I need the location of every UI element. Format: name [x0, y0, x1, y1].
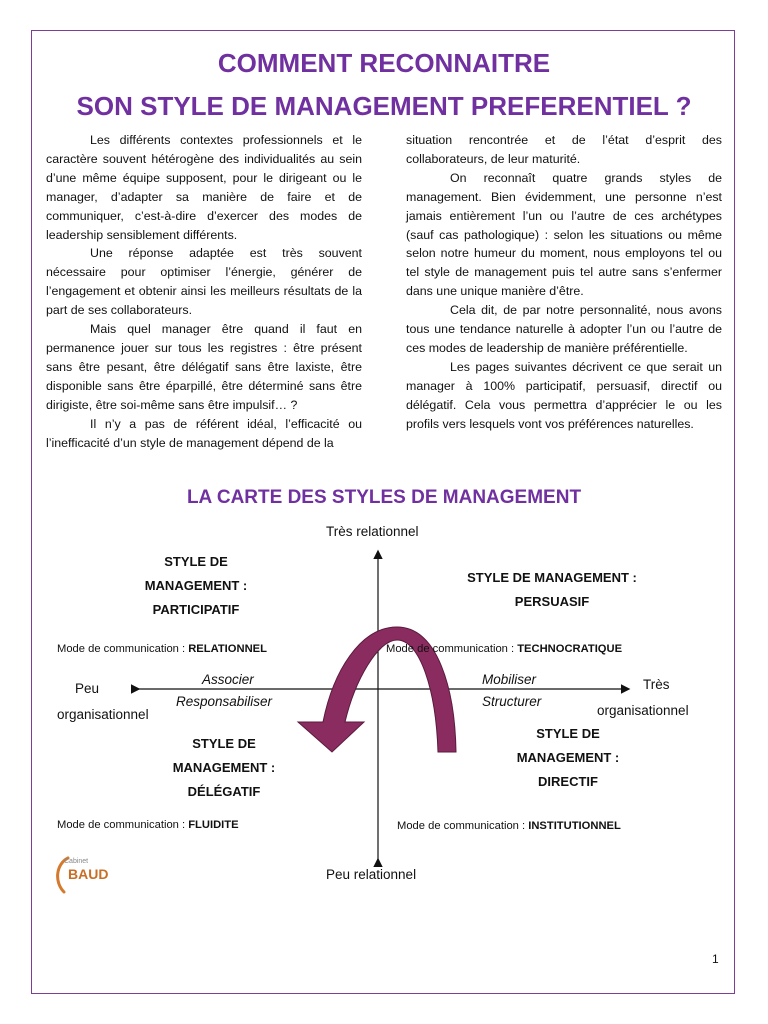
paragraph: Une réponse adaptée est très souvent nécessaire pour optimiser l’énergie, générer de l’engagement et obtenir ainsi les meilleurs résultats de la part de ses collaborateurs.	[46, 246, 362, 318]
logo-small-text: Cabinet	[64, 858, 89, 865]
axis-label-right-1: Très	[643, 677, 670, 692]
axis-label-right-2: organisationnel	[597, 703, 689, 718]
axis-label-left-2: organisationnel	[57, 707, 149, 722]
map-title: LA CARTE DES STYLES DE MANAGEMENT	[186, 487, 582, 508]
cabinet-baud-logo	[54, 852, 116, 896]
paragraph: Il n’y a pas de référent idéal, l’efficacité ou l’inefficacité d’un style de management dépend de la	[46, 416, 362, 450]
paragraph: Les pages suivantes décrivent ce que serait un manager à 100% participatif, persuasif, directif ou délégatif. Cela vous permettra d’apprécier le ou les profils vers lesquels vont vos préférences naturelles.	[406, 359, 722, 431]
mode-fluidite: Mode de communication : FLUIDITE	[57, 819, 239, 831]
axis-label-bottom: Peu relationnel	[326, 867, 417, 882]
verb-responsabiliser: Responsabiliser	[176, 694, 273, 709]
axis-label-left-1: Peu	[75, 681, 100, 696]
mode-institutionnel: Mode de communication : INSTITUTIONNEL	[397, 820, 621, 832]
mode-relationnel: Mode de communication : RELATIONNEL	[57, 643, 267, 655]
verb-associer: Associer	[202, 672, 254, 687]
paragraph: situation rencontrée et de l’état d’esprit des collaborateurs, de leur maturité.	[406, 133, 722, 166]
page-title-line-1: COMMENT RECONNAITRE	[217, 48, 551, 78]
page-number: 1	[712, 952, 719, 966]
quadrant-directif: STYLE DE MANAGEMENT : DIRECTIF	[516, 726, 620, 789]
paragraph: Les différents contextes professionnels et le caractère souvent hétérogène des individualités au sein d’une même équipe supposent, pour le dirigeant ou le manager, d’adapter sa manière de faire et de communiquer, c’est-à-dire d’exercer des modes de leadership sensiblement différents.	[46, 133, 362, 242]
verb-structurer: Structurer	[482, 694, 542, 709]
paragraph: Mais quel manager être quand il faut en permanence jouer sur tous les registres : être présent sans être pesant, être délégatif sans être laxiste, être disponible sans être éparpillé, être déterminé sans être dirigiste, être soi-même sans être impulsif… ?	[46, 322, 362, 412]
page-title-line-2: SON STYLE DE MANAGEMENT PREFERENTIEL ?	[76, 91, 692, 121]
quadrant-persuasif: STYLE DE MANAGEMENT : PERSUASIF	[467, 570, 637, 609]
mode-technocratique: Mode de communication : TECHNOCRATIQUE	[386, 643, 623, 655]
paragraph: Cela dit, de par notre personnalité, nous avons tous une tendance naturelle à adopter l’un ou l’autre de ces modes de leadership de manière préférentielle.	[406, 303, 722, 355]
logo-big-text: BAUD	[68, 866, 109, 882]
axis-label-top: Très relationnel	[326, 524, 419, 539]
quadrant-participatif: STYLE DE MANAGEMENT : PARTICIPATIF	[144, 554, 248, 617]
verb-mobiliser: Mobiliser	[482, 672, 537, 687]
quadrant-delegatif: STYLE DE MANAGEMENT : DÉLÉGATIF	[172, 736, 276, 799]
paragraph: On reconnaît quatre grands styles de management. Bien évidemment, une personne n’est jamais entièrement l’un ou l’autre de ces archétypes (sauf cas pathologique) : selon les situations ou même selon notre humeur du moment, nous employons tel ou tel style de management puis tel autre sans s’enfermer dans une unique manière d’être.	[406, 170, 722, 299]
